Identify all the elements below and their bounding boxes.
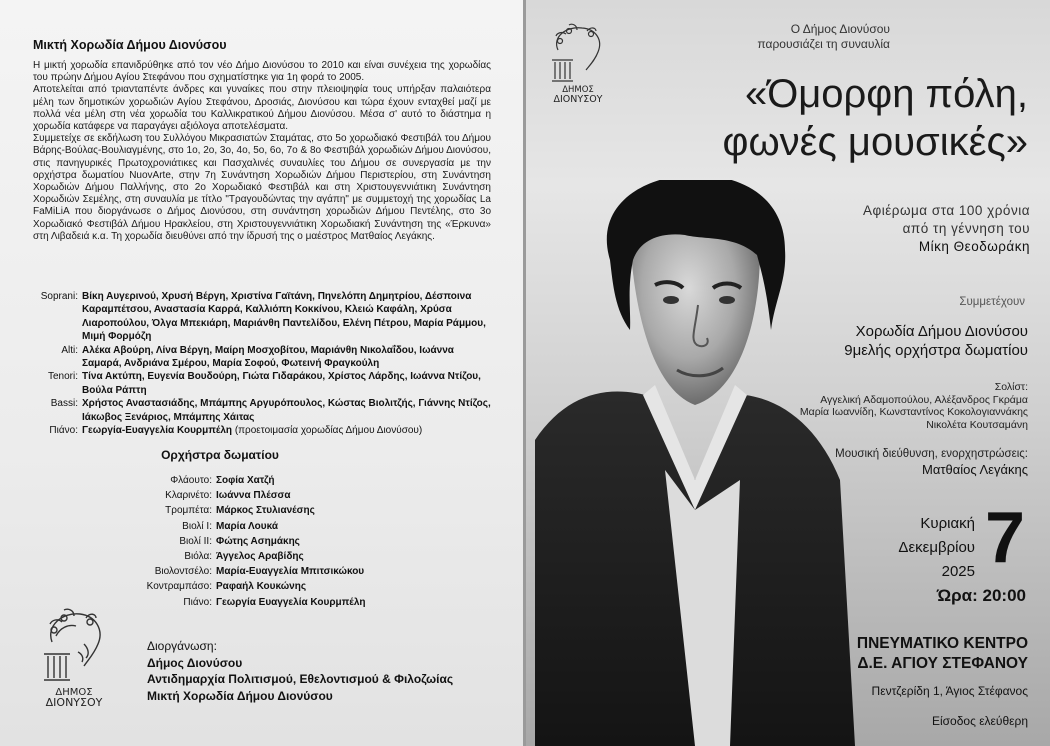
- voice-members: Αλέκα Αβούρη, Λίνα Βέργη, Μαίρη Μοσχοβίτου, Μαριάνθη Νικολαΐδου, Ιωάννα Σαμαρά, Ανδριάνα Σμέρου, Μαρία Σοφού, Φωτεινή Φραγκούλη: [82, 344, 454, 370]
- voice-row-soprani: [33, 290, 493, 344]
- concert-title: [600, 70, 1040, 166]
- participate-label: Συμμετέχουν: [959, 296, 1025, 308]
- voice-label: Soprani:: [40, 291, 78, 302]
- soloist-line: Αγγελική Αδαμοπούλου, Αλέξανδρος Γκράμα: [820, 393, 1028, 406]
- musician: Φώτης Ασημάκης: [216, 535, 300, 547]
- logo-text-line1: ΔΗΜΟΣ: [562, 85, 594, 95]
- voice-list: [33, 290, 493, 437]
- venue-address: Πεντζερίδη 1, Άγιος Στέφανος: [871, 684, 1028, 698]
- intro-paragraph: Αποτελείται από τριανταπέντε άνδρες και γυναίκες που στην πλειοψηφία τους υπήρξαν παλαιότερα μέλη των δημοτικών χορωδιών Αγίου Στεφάνου, Δροσιάς, Διονύσου και τώρα έχουν ενταχθεί μαζί με πολλά νέα μέλη στη νέα χορωδία του Καλλικρατικού Δήμου Διονύσου. Μέσα σ' αυτό το διάστημα η χορωδία κατάφερε να παραγάγει αξιόλογα αποτελέσματα.: [33, 84, 491, 133]
- instrument: Πιάνο:: [183, 596, 212, 608]
- soloist-line: Μαρία Ιωαννίδη, Κωνσταντίνος Κοκολογιαννάκης: [799, 406, 1028, 418]
- voice-members: Βίκη Αυγερινού, Χρυσή Βέργη, Χριστίνα Γαϊτάνη, Πηνελόπη Δημητρίου, Δέσποινα Καραμπέτσου, Αναστασία Καρρά, Καλλιόπη Κοκκίνου, Κλειώ Καφάλη, Χρύσα Λιαροπούλου, Όλγα Μπεκιάρη, Μαριάνθη Παντελίδου, Ελένη Πέτρου, Μαρία Ράμμου, Μιμή Φορμόζη: [82, 291, 486, 343]
- musician: Ιωάννα Πλέσσα: [216, 490, 291, 502]
- honoree: Μίκη Θεοδωράκη: [918, 239, 1030, 254]
- right-panel: [526, 0, 1050, 746]
- soloists: [770, 381, 1028, 431]
- instrument: Κοντραμπάσο:: [146, 581, 212, 593]
- orchestra-row: [100, 473, 366, 488]
- logo-text-line2: ΔΙΟΝΥΣΟΥ: [45, 696, 103, 708]
- musician: Γεωργία Ευαγγελία Κουρμπέλη: [216, 596, 366, 608]
- voice-members: Χρήστος Αναστασιάδης, Μπάμπης Αργυρόπουλος, Κώστας Βιολιτζής, Γιάννης Ντίζος, Ιάκωβος Ξενάριος, Μπάμπης Χάιτας: [82, 398, 491, 423]
- concert-date: [830, 512, 975, 584]
- musician: Μάρκος Στυλιανέσης: [216, 505, 315, 517]
- intro-paragraph: Η μικτή χορωδία επανιδρύθηκε από τον νέο Δήμο Διονύσου το 2010 και είναι συνέχεια της χορωδίας του πρώην Δήμου Αγίου Στεφάνου που σχηματίστηκε για 1η φορά το 2005.: [33, 60, 491, 84]
- soloists-label: Σολίστ:: [994, 381, 1028, 393]
- orchestra-row: [100, 503, 366, 518]
- soloist-line: Νικολέτα Κουτσαμάνη: [926, 418, 1028, 431]
- instrument: Βιόλα:: [184, 551, 212, 563]
- logo-text-line2: ΔΙΟΝΥΣΟΥ: [553, 94, 603, 104]
- organizers: [147, 638, 453, 704]
- musician: Ραφαήλ Κουκώνης: [216, 581, 307, 593]
- venue-line: Δ.Ε. ΑΓΙΟΥ ΣΤΕΦΑΝΟΥ: [857, 655, 1028, 672]
- presenter: [690, 22, 890, 52]
- left-panel: [0, 0, 523, 746]
- voice-note: (προετοιμασία χορωδίας Δήμου Διονύσου): [232, 425, 423, 437]
- participant: Χορωδία Δήμου Διονύσου: [855, 323, 1028, 340]
- venue-line: ΠΝΕΥΜΑΤΙΚΟ ΚΕΝΤΡΟ: [856, 635, 1028, 652]
- voice-label: Bassi:: [50, 398, 78, 410]
- orchestra-row: [100, 549, 366, 564]
- musician: Άγγελος Αραβίδης: [216, 551, 304, 563]
- musician: Μαρία-Ευαγγελία Μπιτσικώκου: [216, 566, 365, 578]
- organizer-item: Μικτή Χορωδία Δήμου Διονύσου: [147, 688, 333, 703]
- orchestra-title: Ορχήστρα δωματίου: [161, 448, 279, 462]
- dimos-dionysou-logo: [34, 604, 114, 708]
- voice-row-bassi: [33, 397, 493, 424]
- free-entry: Είσοδος ελεύθερη: [931, 714, 1028, 728]
- concert-time: Ώρα: 20:00: [936, 586, 1026, 605]
- organizer-item: Αντιδημαρχία Πολιτισμού, Εθελοντισμού & Φιλοζωίας: [147, 672, 454, 686]
- orchestra-row: [100, 595, 366, 610]
- voice-label: Alti:: [61, 344, 78, 356]
- weekday: Κυριακή: [920, 515, 975, 532]
- voice-row-piano: [33, 424, 493, 437]
- musician: Μαρία Λουκά: [216, 520, 278, 532]
- title-line: «Όμορφη πόλη,: [744, 72, 1028, 116]
- day-number: 7: [985, 498, 1026, 578]
- voice-row-alti: [33, 344, 493, 371]
- participant: 9μελής ορχήστρα δωματίου: [844, 341, 1028, 359]
- participants: [760, 323, 1028, 360]
- orchestra-row: [100, 519, 366, 534]
- instrument: Φλάουτο:: [170, 475, 212, 486]
- voice-label: Tenori:: [47, 371, 78, 383]
- voice-row-tenori: [33, 370, 493, 397]
- orchestra-row: [100, 564, 366, 579]
- choir-title: Μικτή Χορωδία Δήμου Διονύσου: [33, 38, 227, 52]
- organizer-label: Διοργάνωση:: [147, 639, 217, 653]
- music-direction: [770, 446, 1028, 478]
- venue: [760, 634, 1028, 674]
- dedication: [740, 202, 1030, 256]
- musician: Σοφία Χατζή: [216, 475, 275, 486]
- presenter-line: παρουσιάζει τη συναυλία: [757, 37, 890, 51]
- instrument: Βιολί Ι:: [182, 520, 212, 532]
- presenter-line: Ο Δήμος Διονύσου: [790, 22, 890, 36]
- intro-paragraph: Συμμετείχε σε εκδήλωση του Συλλόγου Μικρασιατών Σταμάτας, στο 5ο χορωδιακό Φεστιβάλ του Δήμου Βάρης-Βούλας-Βουλιαγμένης, στο 1ο, 2ο, 3ο, 4ο, 5ο, 6ο, 7ο & 8ο Φεστιβάλ χορωδιών Δήμου Διονύσου, στις πανηγυρικές Πρωτοχρονιάτικες και Πασχαλινές συναυλίες του Δήμου σε συνεργασία με την ορχήστρα δωματίου NuovArte, στην 7η Συνάντηση Χορωδιών Δήμου Περιστερίου, στη Συνάντηση Χορωδιών Δήμου Παλλήνης, στο 2ο Χορωδιακό Φεστιβάλ και στη Χριστουγεννιάτικη Συνάντηση Χορωδιών Σεμέλης, στη συναυλία με τίτλο "Τραγουδώντας την αγάπη" με συμμετοχή της χορωδίας La FaMiLiA που διοργάνωσε ο Δήμος Διονύσου, στη συνάντηση χορωδιών Δήμου Πεντέλης, στο 3ο Χορωδιακό Φεστιβάλ Δήμου Ηρακλείου, στη Χριστουγεννιάτικη Χορωδιακή Συνάντηση της «Έρκυνα» στη Λιβαδειά κ.α. Τη χορωδία διευθύνει από την ίδρυσή της ο μαέστρος Ματθαίος Λεγάκης.: [33, 133, 491, 242]
- orchestra-row: [100, 579, 366, 594]
- director-name: Ματθαίος Λεγάκης: [922, 462, 1028, 477]
- voice-label: Πιάνο:: [49, 425, 78, 437]
- orchestra-row: [100, 534, 366, 549]
- instrument: Τρομπέτα:: [165, 505, 212, 517]
- voice-members: Γεωργία-Ευαγγελία Κουρμπέλη: [82, 425, 233, 437]
- dedication-line: από τη γέννηση του: [902, 221, 1030, 236]
- title-line: φωνές μουσικές»: [722, 120, 1028, 164]
- orchestra-list: [100, 473, 366, 610]
- year: 2025: [941, 563, 975, 580]
- instrument: Βιολί ΙΙ:: [179, 535, 212, 547]
- dedication-line: Αφιέρωμα στα 100 χρόνια: [863, 203, 1030, 218]
- orchestra-row: [100, 488, 366, 503]
- choir-intro: [33, 60, 491, 243]
- voice-members: Τίνα Ακτύπη, Ευγενία Βουδούρη, Γιώτα Γιδαράκου, Χρίστος Λάρδης, Ιωάννα Ντίζου, Βούλα Ράπτη: [82, 371, 481, 396]
- organizer-item: Δήμος Διονύσου: [147, 655, 243, 670]
- instrument: Κλαρινέτο:: [165, 490, 212, 502]
- month: Δεκεμβρίου: [898, 539, 975, 556]
- direction-label: Μουσική διεύθυνση, ενορχηστρώσεις:: [835, 448, 1028, 460]
- instrument: Βιολοντσέλο:: [154, 566, 212, 578]
- logo-text-line1: ΔΗΜΟΣ: [55, 687, 93, 698]
